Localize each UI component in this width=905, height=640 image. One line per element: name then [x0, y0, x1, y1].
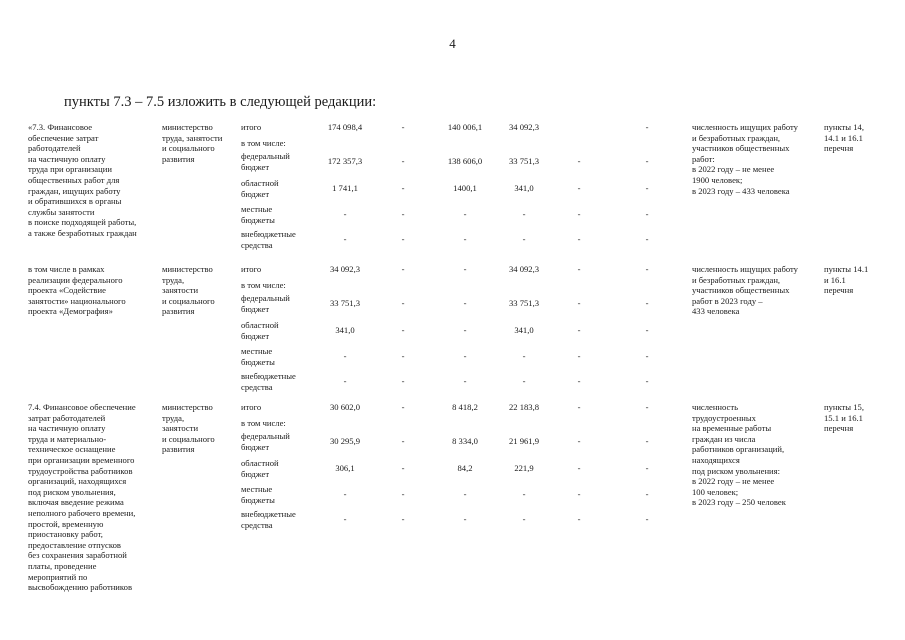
amount-cell-y2: - [463, 376, 467, 386]
amount-cell-y3: - [522, 351, 526, 361]
amount-cell-total: 30 602,0 [329, 402, 361, 412]
amount-cell-y3: 33 751,3 [508, 298, 540, 308]
amount-cell-y5: - [645, 183, 649, 193]
reference-cell: пункты 15, 15.1 и 16.1 перечня [824, 402, 864, 434]
amount-cell-y3: 22 183,8 [508, 402, 540, 412]
amount-cell-y4: - [577, 298, 581, 308]
funding-source-label: в том числе: [241, 138, 286, 148]
funding-source-label: федеральный бюджет [241, 431, 290, 452]
amount-cell-y1: - [401, 436, 405, 446]
amount-cell-y4: - [577, 463, 581, 473]
indicator-cell: численность трудоустроенных на временные работы граждан из числа работников организаций, находящихся под риском увольнения: в 2022 году – не менее 100 человек; в 2023 году – 250 человек [692, 402, 786, 508]
amount-cell-y2: 1400,1 [453, 183, 477, 193]
funding-source-label: итого [241, 402, 262, 412]
funding-source-label: местные бюджеты [241, 484, 275, 505]
funding-source-label: внебюджетные средства [241, 371, 296, 392]
funding-source-label: местные бюджеты [241, 346, 275, 367]
amount-cell-y1: - [401, 298, 405, 308]
amount-cell-y4: - [577, 514, 581, 524]
executor-cell: министерство труда, занятости и социального развития [162, 264, 215, 317]
amount-cell-y2: 8 334,0 [452, 436, 478, 446]
funding-source-label: в том числе: [241, 280, 286, 290]
amount-cell-y3: - [522, 489, 526, 499]
amount-cell-y2: 138 606,0 [447, 156, 483, 166]
amount-cell-y5: - [645, 436, 649, 446]
amount-cell-y1: - [401, 183, 405, 193]
amount-cell-y5: - [645, 489, 649, 499]
indicator-cell: численность ищущих работу и безработных граждан, участников общественных работ в 2023 году – 433 человека [692, 264, 798, 317]
amount-cell-y1: - [401, 463, 405, 473]
amount-cell-y5: - [645, 122, 649, 132]
page-number: 4 [449, 36, 456, 51]
amount-cell-y3: 21 961,9 [508, 436, 540, 446]
amount-cell-y5: - [645, 156, 649, 166]
amount-cell-total: 1 741,1 [332, 183, 358, 193]
amount-cell-y5: - [645, 376, 649, 386]
amount-cell-y3: 221,9 [514, 463, 534, 473]
funding-source-label: внебюджетные средства [241, 509, 296, 530]
amount-cell-total: 30 295,9 [329, 436, 361, 446]
amount-cell-y1: - [401, 156, 405, 166]
funding-source-label: в том числе: [241, 418, 286, 428]
amount-cell-y3: - [522, 376, 526, 386]
amount-cell-y2: - [463, 209, 467, 219]
amount-cell-y3: 33 751,3 [508, 156, 540, 166]
amount-cell-total: - [343, 489, 347, 499]
amount-cell-y1: - [401, 402, 405, 412]
amount-cell-total: - [343, 514, 347, 524]
amount-cell-y1: - [401, 351, 405, 361]
amount-cell-total: - [343, 376, 347, 386]
amount-cell-y2: - [463, 264, 467, 274]
funding-source-label: федеральный бюджет [241, 293, 290, 314]
amount-cell-y2: 8 418,2 [452, 402, 478, 412]
amount-cell-y1: - [401, 122, 405, 132]
amount-cell-y5: - [645, 298, 649, 308]
amount-cell-y1: - [401, 264, 405, 274]
amount-cell-y2: 140 006,1 [447, 122, 483, 132]
amount-cell-total: 341,0 [335, 325, 355, 335]
funding-source-label: областной бюджет [241, 458, 279, 479]
executor-cell: министерство труда, занятости и социального развития [162, 402, 215, 455]
activity-cell: «7.3. Финансовое обеспечение затрат работодателей на частичную оплату труда при организации общественных работ для граждан, ищущих работу и обратившихся в органы службы занятости в поиске подходящей работы, а также безработных граждан [28, 122, 137, 238]
document-heading: пункты 7.3 – 7.5 изложить в следующей редакции: [64, 94, 377, 110]
amount-cell-total: - [343, 351, 347, 361]
amount-cell-y5: - [645, 325, 649, 335]
amount-cell-y2: - [463, 325, 467, 335]
amount-cell-total: - [343, 209, 347, 219]
amount-cell-y4: - [577, 402, 581, 412]
amount-cell-y2: 84,2 [457, 463, 473, 473]
amount-cell-y5: - [645, 463, 649, 473]
amount-cell-y1: - [401, 209, 405, 219]
amount-cell-y4: - [577, 234, 581, 244]
executor-cell: министерство труда, занятости и социального развития [162, 122, 223, 164]
funding-source-label: областной бюджет [241, 320, 279, 341]
amount-cell-total: 172 357,3 [327, 156, 363, 166]
amount-cell-y4: - [577, 351, 581, 361]
amount-cell-y4: - [577, 264, 581, 274]
amount-cell-y4: - [577, 183, 581, 193]
amount-cell-total: 33 751,3 [329, 298, 361, 308]
amount-cell-y4: - [577, 325, 581, 335]
funding-source-label: федеральный бюджет [241, 151, 290, 172]
activity-cell: в том числе в рамках реализации федерального проекта «Содействие занятости» национального проекта «Демография» [28, 264, 126, 317]
amount-cell-y5: - [645, 514, 649, 524]
amount-cell-y2: - [463, 298, 467, 308]
amount-cell-y3: - [522, 234, 526, 244]
amount-cell-y1: - [401, 489, 405, 499]
amount-cell-y3: - [522, 209, 526, 219]
amount-cell-y3: 341,0 [514, 183, 534, 193]
amount-cell-y4: - [577, 376, 581, 386]
amount-cell-y2: - [463, 351, 467, 361]
amount-cell-y1: - [401, 325, 405, 335]
amount-cell-y3: - [522, 514, 526, 524]
amount-cell-y5: - [645, 264, 649, 274]
funding-source-label: итого [241, 122, 262, 132]
reference-cell: пункты 14.1 и 16.1 перечня [824, 264, 869, 296]
amount-cell-y3: 341,0 [514, 325, 534, 335]
funding-source-label: местные бюджеты [241, 204, 275, 225]
amount-cell-y2: - [463, 514, 467, 524]
funding-source-label: итого [241, 264, 262, 274]
amount-cell-y5: - [645, 209, 649, 219]
activity-cell: 7.4. Финансовое обеспечение затрат работодателей на частичную оплату труда и материально- техническое оснащение при организации временного трудоустройства работников организаций, находящихся под риском увольнения, включая введение режима неполного рабочего времени, простой, временную приостановку работ, предоставление отпусков без сохранения заработной платы, проведение мероприятий по высвобождению работников [28, 402, 136, 593]
amount-cell-y4: - [577, 489, 581, 499]
reference-cell: пункты 14, 14.1 и 16.1 перечня [824, 122, 864, 154]
amount-cell-y1: - [401, 234, 405, 244]
amount-cell-y2: - [463, 234, 467, 244]
amount-cell-y5: - [645, 234, 649, 244]
funding-source-label: областной бюджет [241, 178, 279, 199]
amount-cell-total: 34 092,3 [329, 264, 361, 274]
amount-cell-y3: 34 092,3 [508, 122, 540, 132]
amount-cell-y1: - [401, 376, 405, 386]
amount-cell-y4: - [577, 156, 581, 166]
amount-cell-total: 306,1 [335, 463, 355, 473]
amount-cell-total: - [343, 234, 347, 244]
amount-cell-y1: - [401, 514, 405, 524]
amount-cell-y4: - [577, 209, 581, 219]
amount-cell-y5: - [645, 402, 649, 412]
amount-cell-y3: 34 092,3 [508, 264, 540, 274]
amount-cell-y2: - [463, 489, 467, 499]
indicator-cell: численность ищущих работу и безработных граждан, участников общественных работ: в 2022 году – не менее 1900 человек; в 2023 году – 433 человека [692, 122, 798, 196]
funding-source-label: внебюджетные средства [241, 229, 296, 250]
amount-cell-y4: - [577, 436, 581, 446]
amount-cell-total: 174 098,4 [327, 122, 363, 132]
amount-cell-y5: - [645, 351, 649, 361]
